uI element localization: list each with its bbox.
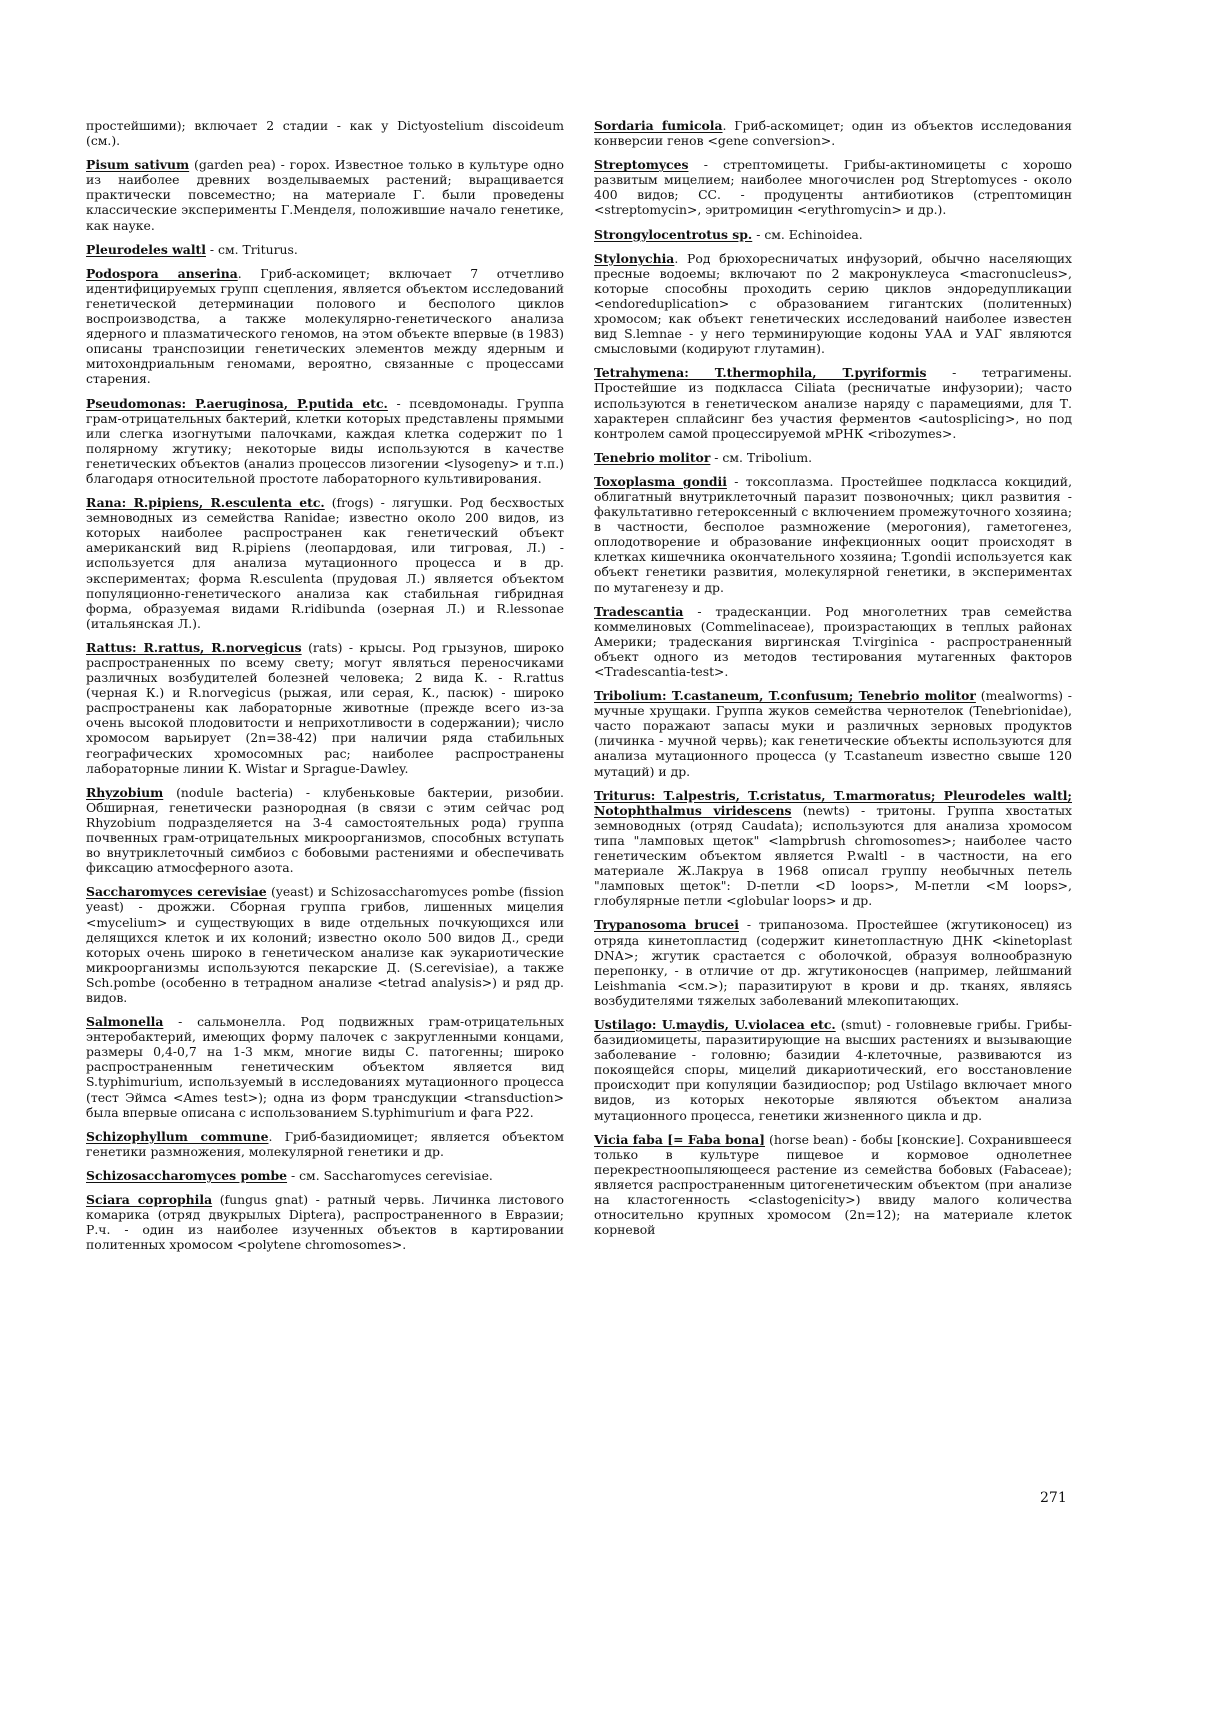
entry-body: (garden pea) - горох. Известное только в культуре одно из наиболее древних возделываемых растений; выращивается практически повсеместно; на материале Г. были проведены классические эксперименты Г.Менделя, положившие начало генетике, как науке. bbox=[86, 157, 564, 233]
entry-headword: Stylonychia bbox=[594, 250, 675, 266]
entry-headword: Tradescantia bbox=[594, 603, 684, 619]
entry-headword: Saccharomyces cerevisiae bbox=[86, 884, 267, 900]
dictionary-entry bbox=[594, 604, 1072, 679]
entry-body: - сальмонелла. Род подвижных грам-отрицательных энтеробактерий, имеющих форму палочек с закругленными концами, размеры 0,4-0,7 на 1-3 мкм, многие виды С. патогенны; широко распространенным генетическим объектом является вид S.typhimurium, используемый в исследованиях мутационного процесса (тест Эймса <Ames test>); одна из форм трансдукции <transduction> была впервые описана с использованием S.typhimurium и фага P22. bbox=[86, 1014, 564, 1120]
dictionary-entry bbox=[594, 474, 1072, 595]
page-number: 271 bbox=[1040, 1490, 1067, 1506]
entry-headword: Strongylocentrotus sp. bbox=[594, 226, 753, 242]
entry-body: (newts) - тритоны. Группа хвостатых земноводных (отряд Caudata); используются для анализа хромосом типа "ламповых щеток" <lampbrush chromosomes>; наиболее часто генетическим объектом является P.waltl - в частности, на его материале Ж.Лакруа в 1968 описал группу необычных петель "ламповых щеток": D-петли <D loops>, M-петли <M loops>, глобулярные петли <globular loops> и др. bbox=[594, 802, 1072, 909]
entry-headword: Streptomyces bbox=[594, 157, 689, 173]
dictionary-entry bbox=[86, 242, 564, 257]
dictionary-entry bbox=[594, 917, 1072, 1008]
entry-headword: Salmonella bbox=[86, 1014, 164, 1030]
entry-body: - тетрагимены. Простейшие из подкласса Ciliata (ресничатые инфузории); часто используются в генетическом анализе наряду с парамециями, для Т. характерен сплайсинг без участия ферментов <autosplicing>, но под контролем самой процессируемой мРНК <ribozymes>. bbox=[594, 365, 1072, 441]
dictionary-entry bbox=[594, 118, 1072, 148]
dictionary-entry bbox=[86, 396, 564, 487]
right-column bbox=[594, 118, 1072, 1246]
entry-body: - см. Saccharomyces cerevisiae. bbox=[287, 1167, 493, 1183]
entry-body: (rats) - крысы. Род грызунов, широко распространенных по всему свету; могут являться переносчиками различных возбудителей болезней человека; 2 вида К. - R.rattus (черная К.) и R.norvegicus (рыжая, или серая, К., пасюк) - широко распространены как лабораторные животные (прежде всего из-за очень высокой плодовитости и неприхотливости в содержании); число хромосом варьирует (2n=38-42) при наличии ряда стабильных географических хромосомных рас; наиболее распространены лабораторные линии К. Wistar и Sprague-Dawley. bbox=[86, 639, 564, 776]
dictionary-entry bbox=[594, 1017, 1072, 1123]
dictionary-entry bbox=[86, 640, 564, 776]
entry-body: - трипанозома. Простейшее (жгутиконосец) из отряда кинетопластид (содержит кинетопластную ДНК <kinetoplast DNA>; жгутик срастается с оболочкой, образуя волнообразную перепонку, - в отличие от др. жгутиконосцев (например, лейшманий Leishmania <см.>); паразитируют в крови и др. тканях, являясь возбудителями тяжелых заболеваний млекопитающих. bbox=[594, 917, 1072, 1008]
dictionary-entry bbox=[594, 1132, 1072, 1238]
entry-headword: Pleurodeles waltl bbox=[86, 241, 206, 257]
dictionary-entry bbox=[86, 1129, 564, 1159]
entry-headword: Rattus: R.rattus, R.norvegicus bbox=[86, 639, 302, 655]
entry-headword: Schizosaccharomyces pombe bbox=[86, 1167, 288, 1183]
entry-body: простейшими); включает 2 стадии - как у Dictyostelium discoideum (см.). bbox=[86, 118, 564, 149]
dictionary-entry bbox=[594, 365, 1072, 440]
entry-headword: Triturus: T.alpestris, T.cristatus, T.marmoratus; Pleurodeles waltl; Notophthalmus viridescens bbox=[594, 787, 1072, 818]
entry-headword: Tenebrio molitor bbox=[594, 449, 711, 465]
entry-headword: Toxoplasma gondii bbox=[594, 473, 727, 489]
entry-body: . Гриб-аскомицет; включает 7 отчетливо идентифицируемых групп сцепления, является объектом исследований генетической детерминации полового и бесполого циклов воспроизводства, а также молекулярно-генетического анализа ядерного и плазматического геномов, на этом объекте впервые (в 1983) описаны транспозиции генетических элементов между ядерным и митохондриальным геномами, вероятно, связанные с процессами старения. bbox=[86, 265, 565, 387]
entry-headword: Schizophyllum commune bbox=[86, 1128, 269, 1144]
dictionary-entry bbox=[86, 1014, 564, 1120]
dictionary-entry bbox=[594, 227, 1072, 242]
entry-body: (frogs) - лягушки. Род бесхвостых земноводных из семейства Ranidae; известно около 200 видов, из которых наиболее распространен как генетический объект американский вид R.pipiens (леопардовая, или тигровая, Л.) - используется для анализа мутационного процесса и в др. экспериментах; форма R.esculenta (прудовая Л.) является объектом популяционно-генетического анализа как стабильная гибридная форма, образуемая видами R.ridibunda (озерная Л.) и R.lessonae (итальянская Л.). bbox=[86, 495, 564, 631]
entry-headword: Pseudomonas: P.aeruginosa, P.putida etc. bbox=[86, 395, 388, 411]
entry-body: . Гриб-аскомицет; один из объектов исследования конверсии генов <gene conversion>. bbox=[594, 118, 1072, 149]
entry-body: (horse bean) - бобы [конские]. Сохранившееся только в культуре пищевое и кормовое однолетнее перекрестноопыляющееся растение из семейства бобовых (Fabaceae); является распространенным цитогенетическим объектом (при анализе на кластогенность <clastogenicity>) ввиду малого количества относительно крупных хромосом (2n=12); на материале клеток корневой bbox=[594, 1131, 1072, 1238]
entry-headword: Ustilago: U.maydis, U.violacea etc. bbox=[594, 1016, 836, 1032]
entry-headword: Sordaria fumicola bbox=[594, 118, 723, 133]
dictionary-entry bbox=[594, 251, 1072, 357]
dictionary-entry bbox=[594, 450, 1072, 465]
entry-headword: Vicia faba [= Faba bona] bbox=[594, 1131, 765, 1147]
entry-headword: Podospora anserina bbox=[86, 265, 238, 281]
entry-body: - см. Echinoidea. bbox=[752, 226, 863, 242]
entry-body: (smut) - головневые грибы. Грибы-базидиомицеты, паразитирующие на высших растениях и вызывающие заболевание - головню; базидии 4-клеточные, развиваются из покоящейся споры, мицелий дикариотический, его восстановление происходит при копуляции базидиоспор; род Ustilago включает много видов, из которых некоторые являются объектом анализа мутационного процесса, генетики жизненного цикла и др. bbox=[594, 1016, 1072, 1123]
dictionary-entry bbox=[86, 157, 564, 232]
left-column bbox=[86, 118, 564, 1261]
entry-body: (fungus gnat) - ратный червь. Личинка листового комарика (отряд двукрылых Diptera), распространенного в Евразии; Р.ч. - один из наиболее изученных объектов в картировании политенных хромосом <polytene chromosomes>. bbox=[86, 1192, 564, 1253]
entry-headword: Rhyzobium bbox=[86, 784, 164, 800]
dictionary-entry bbox=[594, 688, 1072, 779]
dictionary-entry bbox=[594, 157, 1072, 217]
entry-headword: Trypanosoma brucei bbox=[594, 917, 739, 933]
entry-body: - стрептомицеты. Грибы-актиномицеты с хорошо развитым мицелием; наиболее многочислен род Streptomyces - около 400 видов; СС. - продуценты антибиотиков (стрептомицин <streptomycin>, эритромицин <erythromycin> и др.). bbox=[594, 157, 1072, 218]
entry-body: - токсоплазма. Простейшее подкласса кокцидий, облигатный внутриклеточный паразит позвоночных; цикл развития - факультативно гетероксенный с включением промежуточного хозяина; в частности, бесполое размножение (мерогония), гаметогенез, оплодотворение и образование инфекционных ооцит происходят в клетках кишечника окончательного хозяина; T.gondii используется как объект генетики развития, молекулярной генетики, в экспериментах по мутагенезу и др. bbox=[594, 473, 1073, 595]
entry-body: (mealworms) - мучные хрущаки. Группа жуков семейства чернотелок (Tenebrionidae), часто поражают запасы муки и различных зерновых продуктов (личинка - мучной червь); как генетические объекты используются для анализа мутационного процесса (у T.castaneum известно свыше 120 мутаций) и др. bbox=[594, 688, 1072, 779]
dictionary-entry bbox=[86, 266, 564, 387]
entry-body: . Гриб-базидиомицет; является объектом генетики размножения, молекулярной генетики и др. bbox=[86, 1128, 564, 1159]
entry-headword: Pisum sativum bbox=[86, 157, 190, 173]
dictionary-entry bbox=[86, 1192, 564, 1252]
entry-headword: Tribolium: T.castaneum, T.confusum; Tenebrio molitor bbox=[594, 688, 976, 704]
entry-body: (yeast) и Schizosaccharomyces pombe (fission yeast) - дрожжи. Сборная группа грибов, лишенных мицелия <mycelium> и существующих в виде отдельных почкующихся или делящихся клеток и их колоний; известно около 500 видов Д., среди которых очень широко в генетическом анализе как эукариотические микроорганизмы используются пекарские Д. (S.cerevisiae), а также Sch.pombe (особенно в тетрадном анализе <tetrad analysis>) и ряд др. видов. bbox=[86, 884, 564, 1005]
entry-body: - псевдомонады. Группа грам-отрицательных бактерий, клетки которых представлены прямыми или слегка изогнутыми палочками, каждая клетка содержит по 1 полярному жгутику; некоторые виды используются в качестве генетических объектов (анализ процессов лизогении <lysogeny> и т.п.) благодаря относительной простоте лабораторного культивирования. bbox=[86, 395, 564, 486]
entry-body: (nodule bacteria) - клубеньковые бактерии, ризобии. Обширная, генетически разнородная (в связи с этим сейчас род Rhyzobium подразделяется на 3-4 самостоятельных рода) группа почвенных грам-отрицательных микроорганизмов, способных вступать во внутриклеточный симбиоз с бобовыми растениями и обеспечивать фиксацию атмосферного азота. bbox=[86, 784, 564, 876]
entry-body: - традесканции. Род многолетних трав семейства коммелиновых (Commelinaceae), произрастающих в теплых районах Америки; традескания виргинская T.virginica - распространенный объект одного из методов тестирования мутагенных факторов <Tradescantia-test>. bbox=[594, 603, 1072, 679]
dictionary-entry bbox=[86, 1168, 564, 1183]
entry-headword: Sciara coprophila bbox=[86, 1192, 213, 1207]
dictionary-entry bbox=[86, 495, 564, 631]
entry-body: - см. Triturus. bbox=[205, 241, 298, 257]
dictionary-entry bbox=[594, 788, 1072, 909]
dictionary-entry bbox=[86, 884, 564, 1005]
entry-headword: Rana: R.pipiens, R.esculenta etc. bbox=[86, 495, 325, 511]
entry-body: - см. Tribolium. bbox=[710, 449, 813, 465]
entry-body: . Род брюхоресничатых инфузорий, обычно населяющих пресные водоемы; включают по 2 макронуклеуса <macronucleus>, которые способны проходить серию циклов эндоредупликации <endoreduplication> с образованием гигантских (политенных) хромосом; как объект генетических исследований наиболее известен вид S.lemnae - у него терминирующие кодоны УАА и УАГ являются смысловыми (кодируют глутамин). bbox=[594, 250, 1072, 357]
dictionary-entry bbox=[86, 785, 564, 876]
entry-headword: Tetrahymena: T.thermophila, T.pyriformis bbox=[594, 365, 927, 381]
dictionary-entry bbox=[86, 118, 564, 148]
